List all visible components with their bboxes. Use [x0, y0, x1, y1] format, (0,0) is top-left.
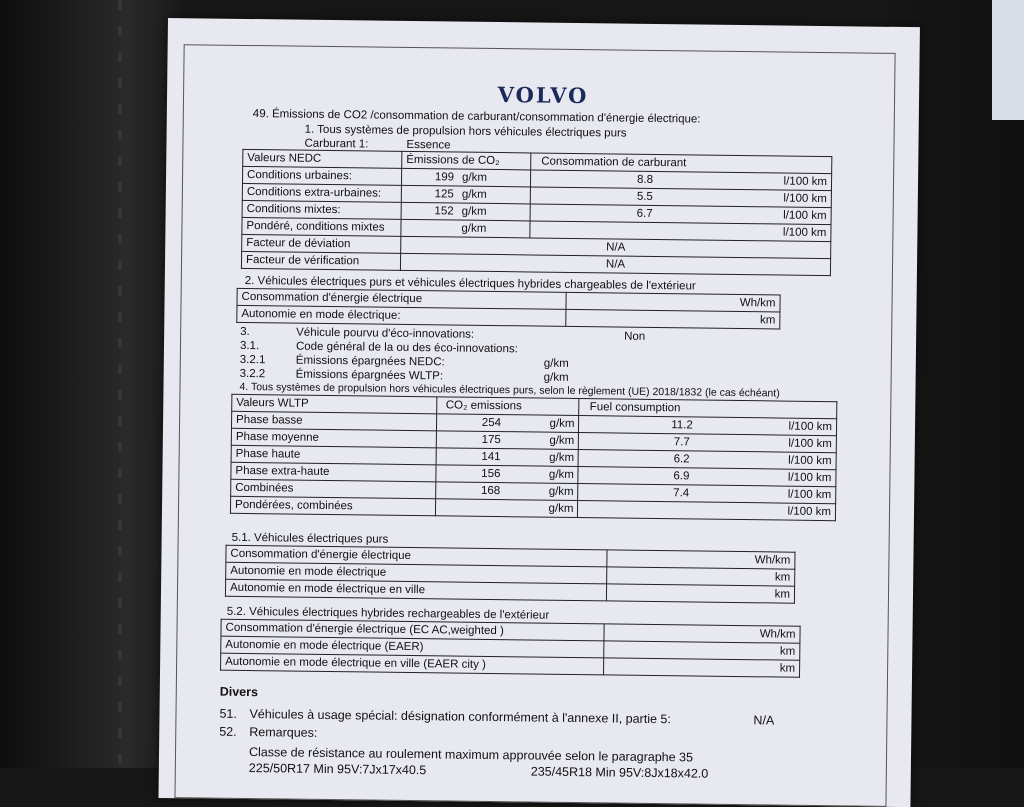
phev-table: [220, 619, 801, 678]
nedc-row-co2: 199: [401, 168, 458, 186]
wltp-row-co2: 156: [436, 465, 504, 483]
wltp-row-fuel: 6.9: [578, 467, 784, 487]
bev-row-label: Autonomie en mode électrique en ville: [225, 579, 606, 601]
bev-row-label: Autonomie en mode électrique: [226, 562, 607, 584]
item-51-value: N/A: [753, 713, 775, 728]
bev-row-unit: km: [607, 567, 795, 586]
phev-row-unit: Wh/km: [604, 624, 800, 643]
nedc-row-label: Conditions extra-urbaines:: [242, 183, 401, 202]
section-3-number: 3.: [240, 325, 250, 339]
phev-row-unit: km: [604, 641, 800, 660]
tyre-spec-2: 235/45R18 Min 95V:8Jx18x42.0: [530, 764, 709, 781]
eco-innovation-value: Non: [624, 330, 646, 343]
nedc-header-label: Valeurs NEDC: [243, 149, 402, 168]
item-51-number: 51.: [219, 706, 237, 721]
wltp-row-co2: 175: [437, 431, 505, 449]
wltp-row-unit: g/km: [505, 449, 579, 467]
phev-row-label: Autonomie en mode électrique (EAER): [221, 636, 604, 658]
wltp-savings-label: Émissions épargnées WLTP:: [295, 368, 444, 383]
divers-heading: Divers: [219, 684, 259, 700]
wltp-row-fuel: 11.2: [579, 416, 785, 436]
nedc-row-unit: g/km: [457, 220, 530, 238]
wltp-row-unit: g/km: [504, 500, 578, 518]
nedc-row-co2: [401, 219, 458, 237]
ev2-row-label: Consommation d'énergie électrique: [237, 288, 566, 309]
nedc-row-fuel-unit: l/100 km: [759, 190, 832, 208]
section-5-2-title: 5.2. Véhicules électriques hybrides rechargeables de l'extérieur: [226, 605, 550, 622]
bev-table: [225, 545, 796, 604]
wltp-row-fuel: 7.7: [579, 433, 785, 453]
deviation-factor-value: N/A: [401, 236, 831, 258]
section-4-title: 4. Tous systèmes de propulsion hors véhicules électriques purs, selon le règlement (UE) 2018/1832 (le cas échéant): [239, 380, 780, 400]
item-51-text: Véhicules à usage spécial: désignation conformément à l'annexe II, partie 5:: [249, 707, 671, 727]
nedc-row-fuel: 6.7: [530, 204, 759, 224]
wltp-row-fuel-unit: l/100 km: [783, 503, 835, 521]
wltp-row-unit: g/km: [505, 415, 579, 433]
bev-row-label: Consommation d'énergie électrique: [226, 545, 607, 567]
nedc-row-fuel-unit: l/100 km: [759, 207, 832, 225]
wltp-row-label: Pondérées, combinées: [230, 496, 436, 516]
ev-table-2: [236, 288, 780, 330]
section-49-title: 49. Émissions de CO2 /consommation de carburant/consommation d'énergie électrique:: [252, 108, 701, 126]
nedc-header-fuel: Consommation de carburant: [531, 153, 832, 174]
seat-stitching: [118, 0, 122, 768]
wltp-row-fuel-unit: l/100 km: [784, 469, 836, 487]
wltp-row-co2: 141: [437, 448, 505, 466]
wltp-row-unit: g/km: [505, 432, 579, 450]
verification-factor-value: N/A: [400, 253, 830, 275]
nedc-row-unit: g/km: [458, 203, 531, 221]
ev2-row-unit: Wh/km: [566, 292, 780, 312]
ev2-row-label: Autonomie en mode électrique:: [237, 305, 566, 326]
item-52-text: Remarques:: [249, 725, 318, 740]
wltp-header-fuel: Fuel consumption: [579, 399, 837, 419]
wltp-row-co2: [436, 499, 504, 517]
wltp-header-label: Valeurs WLTP: [232, 394, 438, 414]
nedc-row-unit: g/km: [458, 186, 531, 204]
rolling-resistance-text: Classe de résistance au roulement maximum approuvée selon le paragraphe 35: [248, 745, 694, 765]
section-3-2-1-number: 3.2.1: [239, 353, 266, 367]
wltp-header-co2: CO₂ emissions: [437, 397, 579, 416]
section-3-2-2-number: 3.2.2: [239, 367, 266, 381]
phev-row-label: Consommation d'énergie électrique (EC AC,weighted ): [221, 619, 604, 641]
phev-row-unit: km: [604, 658, 800, 677]
eco-innovation-label: Véhicule pourvu d'éco-innovations:: [296, 326, 475, 341]
fuel-value: Essence: [406, 138, 451, 152]
wltp-row-fuel-unit: l/100 km: [784, 418, 836, 436]
wltp-table: [230, 394, 837, 521]
bev-row-unit: Wh/km: [607, 550, 795, 569]
bev-row-unit: km: [606, 584, 794, 603]
background-object: [992, 0, 1024, 120]
nedc-row-label: Conditions mixtes:: [242, 200, 401, 219]
nedc-row-unit: g/km: [458, 169, 531, 187]
section-1-title: 1. Tous systèmes de propulsion hors véhicules électriques purs: [304, 123, 627, 140]
section-2-title: 2. Véhicules électriques purs et véhicules électriques hybrides chargeables de l'extérieur: [244, 274, 696, 293]
wltp-row-fuel-unit: l/100 km: [784, 435, 836, 453]
section-3-1-number: 3.1.: [239, 339, 260, 353]
wltp-row-fuel: 6.2: [578, 450, 784, 470]
wltp-row-unit: g/km: [504, 483, 578, 501]
nedc-row-label: Pondéré, conditions mixtes: [242, 217, 401, 236]
wltp-row-unit: g/km: [504, 466, 578, 484]
nedc-row-fuel: 8.8: [530, 170, 759, 190]
document-page: [158, 18, 919, 807]
nedc-row-fuel: 5.5: [530, 187, 759, 207]
wltp-row-fuel-unit: l/100 km: [784, 452, 836, 470]
wltp-row-label: Phase basse: [231, 411, 437, 431]
nedc-savings-unit: g/km: [543, 357, 569, 370]
wltp-row-label: Phase haute: [231, 445, 437, 465]
wltp-row-label: Combinées: [231, 479, 437, 499]
seat-background-left: [0, 0, 180, 768]
nedc-row-fuel-unit: l/100 km: [758, 224, 831, 242]
phev-row-label: Autonomie en mode électrique en ville (EAER city ): [221, 653, 604, 675]
wltp-row-co2: 254: [437, 414, 505, 432]
volvo-logo: VOLVO: [497, 82, 589, 109]
item-52-number: 52.: [219, 724, 237, 739]
ev2-row-unit: km: [566, 309, 780, 329]
deviation-factor-label: Facteur de déviation: [242, 234, 401, 253]
wltp-row-label: Phase moyenne: [231, 428, 437, 448]
tyre-spec-1: 225/50R17 Min 95V:7Jx17x40.5: [248, 761, 427, 778]
section-5-1-title: 5.1. Véhicules électriques purs: [231, 531, 389, 546]
wltp-savings-unit: g/km: [543, 371, 569, 384]
nedc-savings-label: Émissions épargnées NEDC:: [295, 354, 445, 369]
nedc-table: [241, 149, 832, 276]
nedc-row-co2: 125: [401, 185, 458, 203]
wltp-row-label: Phase extra-haute: [231, 462, 437, 482]
nedc-row-fuel-unit: l/100 km: [759, 173, 832, 191]
nedc-header-co2: Émissions de CO₂: [402, 151, 531, 170]
wltp-row-fuel: 7.4: [578, 484, 784, 504]
verification-factor-label: Facteur de vérification: [241, 251, 400, 270]
wltp-row-fuel: [578, 501, 784, 521]
fuel-label: Carburant 1:: [304, 137, 369, 151]
nedc-row-co2: 152: [401, 202, 458, 220]
wltp-row-fuel-unit: l/100 km: [784, 486, 836, 504]
wltp-row-co2: 168: [436, 482, 504, 500]
nedc-row-label: Conditions urbaines:: [242, 166, 401, 185]
eco-innovation-code-label: Code général de la ou des éco-innovations:: [295, 340, 518, 356]
